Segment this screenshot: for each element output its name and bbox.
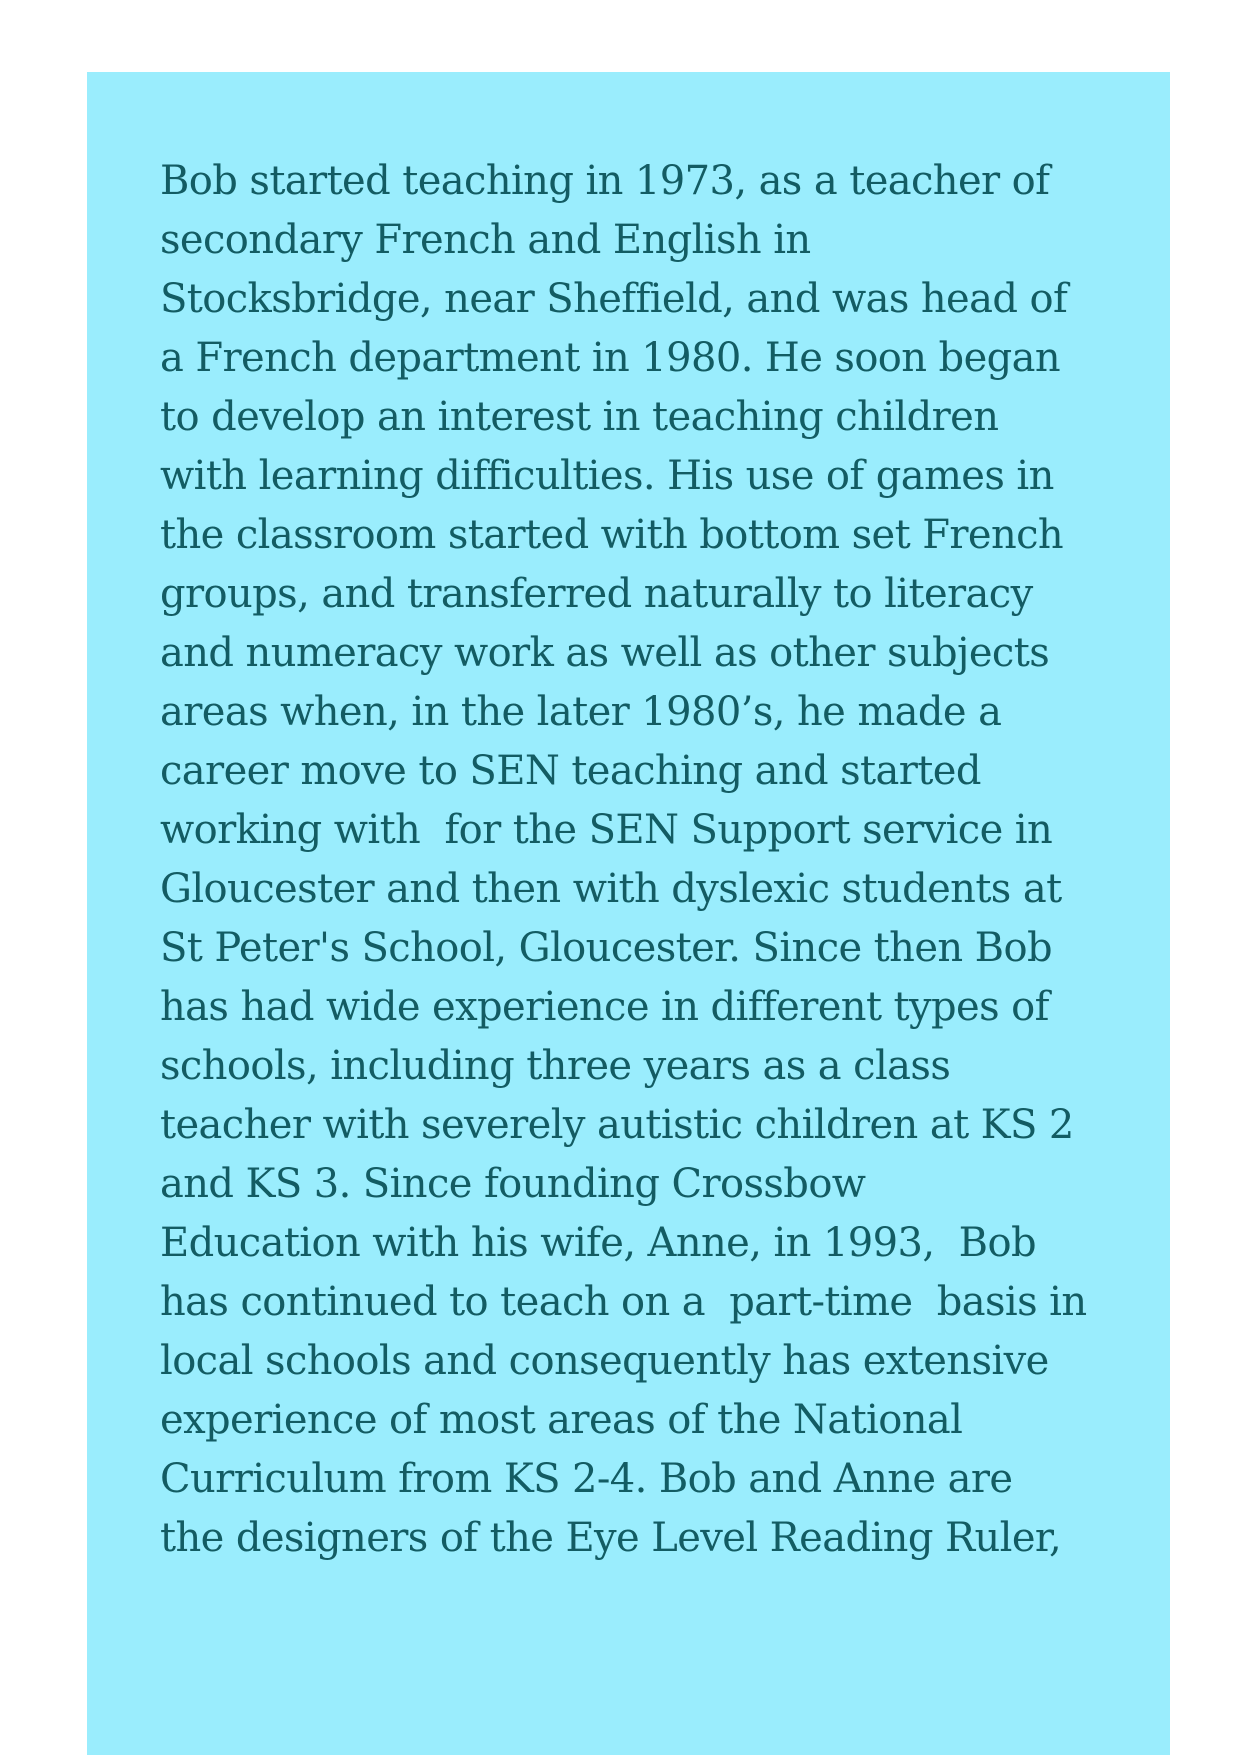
text-line: St Peter's School, Gloucester. Since then Bob xyxy=(160,925,1052,971)
text-line: teacher with severely autistic children at KS 2 xyxy=(160,1102,1074,1148)
text-line: Curriculum from KS 2-4. Bob and Anne are xyxy=(160,1456,1013,1502)
text-line: groups, and transferred naturally to literacy xyxy=(160,571,1033,617)
text-line: career move to SEN teaching and started xyxy=(160,748,981,794)
text-line: to develop an interest in teaching children xyxy=(160,394,999,440)
text-line: a French department in 1980. He soon began xyxy=(160,335,1061,381)
text-line: experience of most areas of the National xyxy=(160,1397,963,1443)
text-line: the classroom started with bottom set French xyxy=(160,512,1064,558)
text-line: secondary French and English in xyxy=(160,217,811,263)
text-line: the designers of the Eye Level Reading Ruler, xyxy=(160,1515,1062,1561)
text-panel xyxy=(87,72,1170,1755)
text-line: schools, including three years as a class xyxy=(160,1043,951,1089)
text-line: and KS 3. Since founding Crossbow xyxy=(160,1161,866,1207)
text-line: Gloucester and then with dyslexic students at xyxy=(160,866,1062,912)
bio-paragraph xyxy=(160,152,1150,1568)
text-line: with learning difficulties. His use of games in xyxy=(160,453,1054,499)
text-line: and numeracy work as well as other subjects xyxy=(160,630,1050,676)
text-line: working with for the SEN Support service in xyxy=(160,807,1053,853)
text-line: Stocksbridge, near Sheffield, and was head of xyxy=(160,276,1068,322)
text-line: local schools and consequently has extensive xyxy=(160,1338,1049,1384)
text-line: has continued to teach on a part-time basis in xyxy=(160,1279,1087,1325)
text-line: areas when, in the later 1980’s, he made a xyxy=(160,689,1002,735)
text-line: has had wide experience in different types of xyxy=(160,984,1049,1030)
text-line: Bob started teaching in 1973, as a teacher of xyxy=(160,158,1050,204)
text-line: Education with his wife, Anne, in 1993, Bob xyxy=(160,1220,1036,1266)
